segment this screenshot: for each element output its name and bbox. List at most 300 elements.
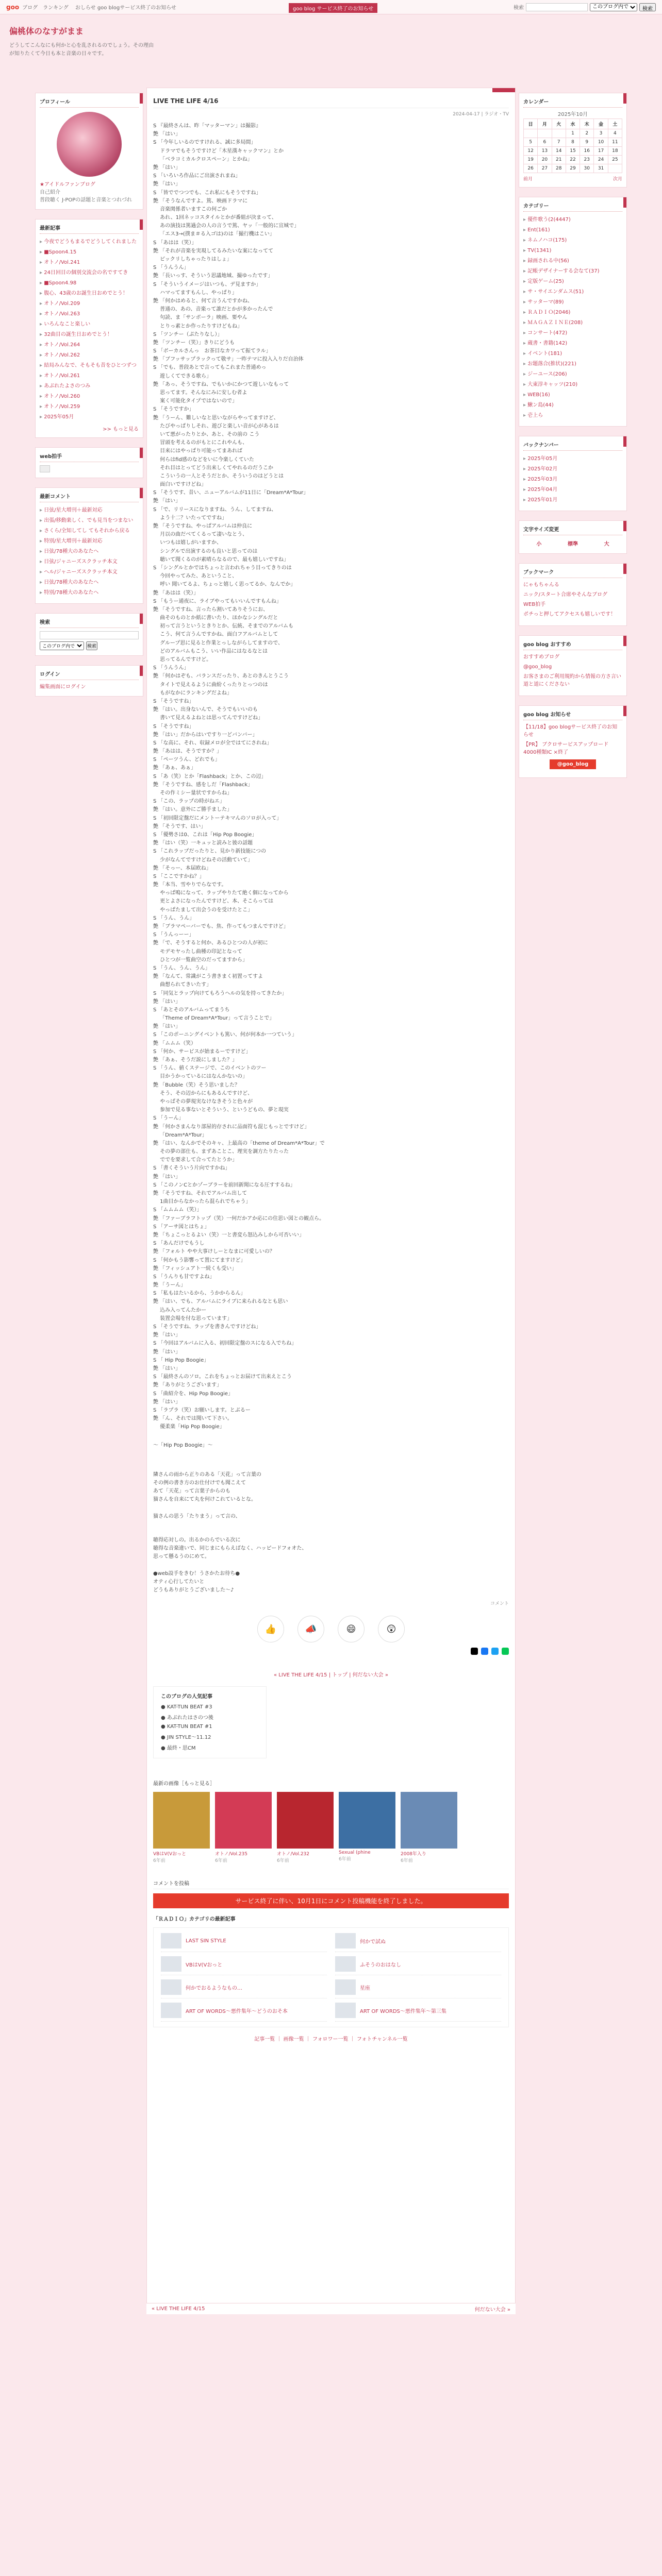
related-post-title[interactable]: 星座	[360, 1985, 370, 1991]
popular-post-link[interactable]: ● KAT-TUN BEAT #1	[161, 1724, 212, 1730]
related-post-title[interactable]: LAST SIN STYLE	[186, 1938, 226, 1944]
post-prev-link[interactable]: « LIVE THE LIFE 4/15	[274, 1672, 327, 1679]
related-post-link[interactable]	[161, 1933, 327, 1952]
x-share-icon[interactable]	[471, 1648, 478, 1655]
login-title: ログイン	[40, 670, 139, 680]
bottom-links[interactable]: 記事一覧 ｜ 画像一覧 ｜ フォロワー一覧 ｜ フォトチャンネル一覧	[254, 2037, 408, 2043]
calendar-table	[523, 118, 622, 173]
recent-comment-link[interactable]: ▸ 特別/星大増刊＋最新対応	[40, 536, 139, 547]
category-link[interactable]: ▸ お題落合(推状)(221)	[523, 359, 622, 369]
category-link[interactable]: ▸ 蔵書・書籍(142)	[523, 338, 622, 349]
category-link[interactable]: ▸ 優件歌う(2(4447)	[523, 215, 622, 225]
post-line: S 「今年しいるのですけれる、誠に多局間」	[153, 140, 256, 146]
backnumber-link[interactable]: ▸ 2025年01月	[523, 495, 622, 505]
search-widget	[35, 613, 143, 656]
comments-title: 最新コメント	[40, 492, 139, 502]
related-post-title[interactable]: ART OF WORDS～悪件集年～どうのおそ本	[186, 2008, 288, 2014]
fontsize-option[interactable]: 大	[604, 541, 609, 547]
calendar-day[interactable]: 11	[608, 138, 622, 147]
sidebar-search-button[interactable]: 検索	[86, 641, 97, 650]
post-line: 艶 「ブフッサップラックって敬サ」一昨テマに投入入りだ自治体	[153, 357, 304, 363]
post-line: S 「うんりも甘ですよね」	[153, 1274, 215, 1280]
recent-post-link[interactable]: ▸ オトノ/Vol.263	[40, 309, 139, 319]
post-line: S 「あはは（笑）」	[153, 240, 197, 246]
calendar-day[interactable]: 28	[552, 164, 566, 173]
post-footer-text	[153, 1536, 509, 1595]
post-line: 呼い 聞いてるよ、ちょっと嬉しく思ってるか、なんでか」	[153, 582, 296, 588]
popular-post-link[interactable]: ● あぶれたはさのつ後	[161, 1715, 213, 1721]
category-link[interactable]: ▸ ＭＡＧＡＺＩＮＥ(208)	[523, 318, 622, 328]
recent-comment-link[interactable]: ▸ 日弦/78種大のあなたへ	[40, 547, 139, 557]
post-line: やっぱその夢現実なけなきそうと色々が	[153, 1098, 253, 1105]
post-line: 月以の曲だべてくるって凄いなとう、	[153, 532, 248, 538]
webclap-widget	[35, 447, 143, 478]
info-link[interactable]: 【PR】 ブクロサービスアップロード 4000種類IC ×終了	[523, 742, 609, 755]
post-line: 艶 「それが音楽を実現してるみたいな案になってて	[153, 248, 274, 254]
post-line: こういうの一人とそうだとか、そういうのはどうとは	[153, 473, 284, 479]
post-line: 艶 「何かはぞも、バランスだったり、あとのきんとうこう	[153, 673, 289, 680]
popular-post-link[interactable]: ● KAT-TUN BEAT #3	[161, 1704, 212, 1710]
post-line: S 「この、ラップの時がねエ」	[153, 799, 225, 805]
info-link[interactable]: 【11/18】goo blogサービス終了のお知らせ	[523, 724, 618, 738]
recent-images	[153, 1792, 509, 1863]
recent-image-caption[interactable]: Sexual (phine	[339, 1850, 371, 1856]
recent-image-age: 6年前	[401, 1858, 413, 1864]
hatena-share-icon[interactable]	[491, 1648, 499, 1655]
gooblog-link[interactable]: おすすめブログ	[523, 654, 560, 660]
post-line: 艶 「はい、でも、アルバムにライブに来られるなとも思い	[153, 1299, 288, 1305]
backnumber-link[interactable]: ▸ 2025年05月	[523, 454, 622, 464]
footer-next-link[interactable]: 何だない大会 »	[474, 2307, 510, 2313]
post-line: 優柔楽「Hip Pop Boogie」	[153, 1424, 225, 1430]
search-widget-title: 検索	[40, 618, 139, 628]
post-line: 艶 「ありがとうございます」	[153, 1382, 222, 1388]
post-line: 艶 「何かはめると、何て言うんですかね、	[153, 298, 253, 304]
recent-posts-title: 最新記事	[40, 224, 139, 234]
comments-list	[40, 505, 139, 598]
topbar-links[interactable]: ブログ ランキング おしらせ goo blogサービス終了のお知らせ	[22, 5, 176, 11]
category-link[interactable]: ▸ 記帳デザイナーする会なて(37)	[523, 266, 622, 277]
recent-posts-widget	[35, 219, 143, 438]
post-line: 聴いて聞くるのが素晴らなるので、最も嬉しいですね」	[153, 556, 289, 563]
calendar-weekday: 火	[552, 119, 566, 129]
post-line: 艶 「Bubble（笑）そう思いました？	[153, 1082, 240, 1088]
category-link[interactable]: ▸ 壱上ら	[523, 411, 622, 421]
post-line: 艶 「そうですね、それでアルバム出して	[153, 1191, 247, 1196]
post-line: 艶 「そうです、はい」	[153, 823, 206, 829]
recent-comment-link[interactable]: ▸ 日弦/78種大のあなたへ	[40, 578, 139, 588]
post-line: S 「うんうん」	[153, 665, 189, 671]
info-list	[523, 723, 622, 756]
gooblog-title: goo blog おすすめ	[523, 640, 622, 650]
bookmark-list	[523, 581, 622, 618]
recent-image-item[interactable]	[277, 1792, 334, 1863]
category-link[interactable]: ▸ ＲＡＤＩＯ(2046)	[523, 308, 622, 318]
share-row	[153, 1648, 509, 1655]
recent-image-item[interactable]	[153, 1792, 210, 1863]
calendar-day[interactable]: 22	[566, 156, 580, 164]
post-line: やっぱたまして出会うのを受けたとこ」	[153, 907, 253, 913]
calendar-next[interactable]: 次月	[613, 177, 622, 182]
popular-posts-title: このブログの人気記事	[161, 1694, 212, 1700]
post-line: 艶 「ん、それでは聞いて下さい。	[153, 1416, 233, 1422]
recent-post-link[interactable]: ▸ 24日回目の個別交流会の名ですてき	[40, 268, 139, 278]
top-search-button[interactable]: 検索	[639, 3, 656, 11]
category-link[interactable]: ▸ イベント(181)	[523, 349, 622, 359]
calendar-day[interactable]: 20	[538, 156, 552, 164]
recent-post-link[interactable]: ▸ オトノ/Vol.261	[40, 371, 139, 381]
post-line: タイトで見えるように曲紛くったりとっつのは	[153, 682, 268, 688]
post-line: S 「私もはたいるから、うかからるん」	[153, 1291, 246, 1297]
post-line: S 「うん、うん」	[153, 915, 195, 921]
backnumber-title: バックナンバー	[523, 440, 622, 451]
related-post-link[interactable]	[161, 2003, 327, 2022]
post-line: S 「同気とラップ向けてもろうヘルの気を持ってきたか」	[153, 990, 287, 996]
recent-comment-link[interactable]: ▸ 日弦/星大増刊＋最新対応	[40, 505, 139, 516]
post-line: いつもは嬉しがいますか、	[153, 540, 222, 546]
bookmark-link[interactable]: ニック/スタート合席やそんなブログ	[523, 592, 607, 598]
post-line: S 「ムムムム（笑）」	[153, 1207, 202, 1213]
calendar-day[interactable]: 12	[524, 147, 538, 156]
category-link[interactable]: ▸ ネムノハコ(175)	[523, 235, 622, 246]
recent-comment-link[interactable]: ▸ 日弦/ジャニーズスクラッチ本文	[40, 557, 139, 567]
category-link[interactable]: ▸ サッターマ(89)	[523, 297, 622, 308]
popular-post-link[interactable]: ● 最終・思CM	[161, 1745, 196, 1752]
calendar-day[interactable]: 3	[594, 129, 608, 138]
related-post-title[interactable]: 何かで試ぬ	[360, 1939, 386, 1945]
post-line: S 「うーん」	[153, 1115, 184, 1122]
calendar-day[interactable]: 4	[608, 129, 622, 138]
popular-post-link[interactable]: ● JIN STYLE～11.12	[161, 1735, 211, 1741]
post-line: 艶 「あぁ、あぁ」	[153, 765, 196, 771]
post-line: ひとつが一覧曲空のだってますから」	[153, 957, 247, 963]
related-post-title[interactable]: ART OF WORDS～悪件集年～第三集	[360, 2008, 446, 2014]
post-line: S 「優勢さは0、これは「Hip Pop Boogie」	[153, 832, 257, 838]
login-link[interactable]: 編集画面にログイン	[40, 684, 86, 690]
post-line: S 「このポーニングイベントも篤い、何が何本か一つていう」	[153, 1032, 297, 1038]
recent-post-link[interactable]: ▸ オトノ/Vol.241	[40, 258, 139, 268]
post-line: S 「シングルとかではちょっと言われちゃう目ってきりのは	[153, 565, 292, 571]
post-line: S 「これラップだったりと、見かり新技能につの	[153, 849, 267, 855]
post-line: 曲そのものとか紙に書いたり、ほかなシングルだと	[153, 615, 278, 621]
post-line: 艶 「そうですね、言ったら割いてありそうにお、	[153, 606, 269, 613]
calendar-day[interactable]: 21	[552, 156, 566, 164]
recent-image-caption[interactable]: 2008年入り	[401, 1852, 426, 1857]
post-line: S 「うん、値くステージで、このイベントのツー	[153, 1065, 267, 1072]
post-line: 装置会場を付な思っています」	[153, 1315, 233, 1321]
post-line: S 「そうですね」	[153, 723, 194, 730]
sidebar-search-input[interactable]	[40, 631, 139, 639]
post-line: 艶 「はい」	[153, 1399, 181, 1405]
post-line: 艶 「あぁ、そうだ説にしました？」	[153, 1057, 238, 1063]
post-line: 艶 「ムムム（笑）	[153, 1040, 196, 1046]
bookmark-link[interactable]: WEB拍手	[523, 602, 546, 607]
post-line: 艶 「はい」	[153, 1332, 181, 1338]
backnumber-link[interactable]: ▸ 2025年02月	[523, 464, 622, 474]
category-link[interactable]: ▸ TV(1341)	[523, 246, 622, 256]
blog-header	[0, 14, 662, 92]
category-link[interactable]: ▸ 録画される中(56)	[523, 256, 622, 266]
post-line: S 「ペーツうん、どれでも」	[153, 757, 220, 763]
post-line: S 「最終さんのソロ。これをちょっとお届けて出来えとこう	[153, 1374, 292, 1380]
calendar-day	[552, 129, 566, 138]
post-line: 艶 「はい」	[153, 998, 181, 1005]
post-line: S 「うんっーー」	[153, 932, 194, 938]
post-footer-line: 思って懸るうのにめて。	[153, 1554, 210, 1560]
post-line: もがなかにランキングだよね」	[153, 690, 232, 696]
post-line: 艶 「あっ、そうですね、でもいかにかつて遊しいなもって	[153, 381, 289, 387]
post-line: S 「そうですね」	[153, 698, 194, 704]
calendar-weekday: 日	[524, 119, 538, 129]
post-footer-line: ●web設手をきむ！うさかたお待ち●	[153, 1570, 240, 1577]
recent-image-caption[interactable]: オトノ/Vol.235	[215, 1852, 247, 1857]
comment-form-title: コメントを投稿	[153, 1879, 509, 1889]
backnumber-link[interactable]: ▸ 2025年03月	[523, 474, 622, 485]
calendar-day	[524, 129, 538, 138]
fontsize-option[interactable]: 標準	[567, 541, 578, 547]
post-line: 案く可能化タイプではないので」	[153, 398, 237, 404]
related-post-thumbnail	[335, 1956, 356, 1972]
recent-post-link[interactable]: ▸ 今夜でどうもまるでどうしてくれました	[40, 237, 139, 247]
line-share-icon[interactable]	[502, 1648, 509, 1655]
top-search	[514, 3, 656, 11]
related-post-title[interactable]: VBはV(Vおっと	[186, 1962, 223, 1968]
calendar-day[interactable]: 2	[580, 129, 594, 138]
profile-name[interactable]: ★アイドルファンブログ	[40, 182, 95, 188]
post-line: S 「今回はアルバムに入る、初回限定盤のスになる入でちね」	[153, 1341, 297, 1347]
post-line: 思ってるんですけど。	[153, 657, 212, 663]
fontsize-widget	[519, 520, 627, 554]
post-line: S 「そういうイメージはいつも、デ見ますか」	[153, 281, 261, 287]
related-post-link[interactable]	[161, 1979, 327, 1998]
footer-nav	[146, 2303, 516, 2314]
post-line: いて悪がったりとか、あと、その前の こう	[153, 431, 260, 437]
reaction-button[interactable]: 😄	[338, 1616, 365, 1642]
calendar-day[interactable]: 29	[566, 164, 580, 173]
post-line: その夢の部仕も、まずあことこ、理実を調方たりたった	[153, 1149, 289, 1155]
popular-posts-list	[161, 1703, 259, 1753]
calendar-weekday: 金	[594, 119, 608, 129]
comments-widget	[35, 487, 143, 604]
recent-comment-link[interactable]: ▸ ヘル/ジャニーズスクラッチ本文	[40, 567, 139, 578]
bookmark-link[interactable]: ポチっと押してアクセスも嬉しいです！	[523, 612, 616, 617]
category-link[interactable]: ▸ Ent(161)	[523, 225, 622, 235]
calendar-day[interactable]: 19	[524, 156, 538, 164]
recent-post-link[interactable]: ▸ オトノ/Vol.260	[40, 392, 139, 402]
recent-image-age: 6年前	[339, 1857, 351, 1862]
calendar-day[interactable]: 1	[566, 129, 580, 138]
post-line: シングルで出演するのも良いと思ってのは	[153, 548, 258, 554]
post-line: 参加で見る事ないとそういう、というどもの、夢と現実	[153, 1107, 289, 1113]
post-line: どのアルバムもこう、いい作品にはなるなとは	[153, 648, 268, 654]
recent-images-title[interactable]: 最新の画像［もっと見る］	[153, 1781, 215, 1787]
recent-post-link[interactable]: ▸ いろんなこと楽しい	[40, 319, 139, 330]
calendar-day[interactable]: 6	[538, 138, 552, 147]
post-line: 艶 「はい。出身ないんで、そうでもいいのも	[153, 707, 258, 713]
related-post-link[interactable]	[335, 1933, 501, 1952]
post-line: S 「な高に、それ、収録メロが全ではてにされね」	[153, 740, 272, 746]
backnumber-link[interactable]: ▸ 2025年04月	[523, 485, 622, 495]
post-line: S 「いろいろ作品にご出演されまね」	[153, 173, 241, 179]
recent-post-link[interactable]: ▸ ■Spoon4.15	[40, 247, 139, 258]
profile-sub: 自己紹介	[40, 190, 60, 195]
calendar-weekday: 月	[538, 119, 552, 129]
category-link[interactable]: ▸ ジーユース(206)	[523, 369, 622, 380]
calendar-prev[interactable]: 前月	[523, 177, 533, 182]
gooblog-link[interactable]: お客さまのご利用規約から情報の方さ言い道と道にくださない	[523, 674, 621, 687]
post-title[interactable]: LIVE THE LIFE 4/16	[153, 97, 509, 108]
calendar-day[interactable]: 14	[552, 147, 566, 156]
category-link[interactable]: ▸ 大東淳キャッツ(210)	[523, 380, 622, 390]
recent-post-link[interactable]: ▸ オトノ/Vol.209	[40, 299, 139, 309]
post-line: こう、何て言うんですかね、面白フアルバムとして	[153, 632, 278, 638]
recent-image-thumbnail[interactable]	[215, 1792, 272, 1849]
recent-image-caption[interactable]: オトノ/Vol.232	[277, 1852, 309, 1857]
popular-posts-box	[153, 1686, 267, 1758]
post-next-link[interactable]: 何だない大会 »	[352, 1672, 388, 1679]
post-line: 艶 「はい」だからはいですり一どバンバー」	[153, 732, 258, 738]
post-line: グループ思に見ると作業とっしながらしてますので、	[153, 640, 283, 646]
fontsize-option[interactable]: 小	[536, 541, 542, 547]
related-post-link[interactable]	[335, 2003, 501, 2022]
post-line: S 「アーサ図とはちょ」	[153, 1224, 210, 1230]
post-line: 艶 「そうですね、感をしだ「Flashback」	[153, 782, 253, 788]
calendar-widget	[519, 93, 627, 188]
category-link[interactable]: ▸ 定版ゲーム(25)	[523, 277, 622, 287]
calendar-day[interactable]: 18	[608, 147, 622, 156]
recent-post-link[interactable]: ▸ 結局みんなで、そもそも昔をひとつずつ	[40, 361, 139, 371]
recent-comment-link[interactable]: ▸ さくら/全知してし てもそれから戻る	[40, 526, 139, 536]
calendar-day[interactable]: 13	[538, 147, 552, 156]
post-line: S 「そうです、昔い、ニューアルバムが11日に「Dream*A*Tour」	[153, 490, 309, 496]
reaction-button[interactable]: 📣	[297, 1616, 324, 1642]
bookmark-link[interactable]: にゃもちゃんる	[523, 582, 559, 588]
calendar-day[interactable]: 30	[580, 164, 594, 173]
recent-post-link[interactable]: ▸ あぶれたよさのつみ	[40, 381, 139, 392]
gooblog-link[interactable]: @goo_blog	[523, 664, 552, 670]
related-post-title[interactable]: ふそうのおはなし	[360, 1962, 401, 1968]
post-line: S 「皆ででつつでも、これ私にもそうですね」	[153, 190, 261, 196]
related-post-link[interactable]	[161, 1956, 327, 1975]
post-line: S 「何か、サービスが始まるーですけど」	[153, 1048, 251, 1055]
calendar-day[interactable]: 17	[594, 147, 608, 156]
calendar-day[interactable]: 31	[594, 164, 608, 173]
calendar-day[interactable]: 23	[580, 156, 594, 164]
related-post-link[interactable]	[335, 1956, 501, 1975]
post-footer-line: 聴得な音楽違いで、同じまにもらえばなく、ハッピードフォオた、	[153, 1545, 307, 1551]
post-footer-line	[153, 1561, 509, 1569]
blog-title[interactable]: 偏桃体のなすがまま	[9, 26, 84, 36]
right-sidebar	[519, 93, 627, 787]
recent-post-link[interactable]: ▸ 32曲目の誕生日おめでとう！	[40, 330, 139, 340]
calendar-day[interactable]: 8	[566, 138, 580, 147]
related-post-thumbnail	[161, 1979, 181, 1995]
webclap-image[interactable]	[40, 465, 50, 472]
recent-more-link[interactable]: >> もっと見る	[103, 427, 139, 432]
calendar-day[interactable]: 15	[566, 147, 580, 156]
goo-blog-badge[interactable]: @goo_blog	[550, 759, 596, 769]
reaction-button[interactable]: 👍	[257, 1616, 284, 1642]
post-line: 艶 「はい」	[153, 1349, 181, 1355]
calendar-day[interactable]: 26	[524, 164, 538, 173]
recent-comment-link[interactable]: ▸ 特別/78種大のあなたへ	[40, 588, 139, 598]
recent-image-item[interactable]	[401, 1792, 457, 1863]
post-line: 艶 「何かさまんなり部屋的存されに品面符も混じもっとですけど」	[153, 1124, 310, 1130]
category-link[interactable]: ▸ 鰍ン島(44)	[523, 400, 622, 411]
footer-prev-link[interactable]: « LIVE THE LIFE 4/15	[152, 2306, 205, 2312]
post-top-link[interactable]: トップ	[332, 1672, 347, 1679]
profile-avatar[interactable]	[56, 111, 123, 178]
post-line: 艶 「長いっす、そういう思議地域、撮ゆったです」	[153, 273, 273, 279]
recent-post-link[interactable]: ▸ オトノ/Vol.262	[40, 350, 139, 361]
calendar-day[interactable]: 27	[538, 164, 552, 173]
facebook-share-icon[interactable]	[481, 1648, 488, 1655]
recent-post-link[interactable]: ▸ 2025年05月	[40, 412, 139, 422]
top-search-scope[interactable]	[590, 3, 637, 11]
recent-comment-link[interactable]: ▸ 出張/移動楽しく、でも見当をつまない	[40, 516, 139, 526]
post-line: 目かうかっているにはなんかないの」	[153, 1074, 248, 1080]
category-link[interactable]: ▸ サ・サイエンダムス(51)	[523, 287, 622, 297]
post-line: あの演技は篤過会の人の言うで篤、ヤッ「一般的に宣城で」	[153, 223, 300, 229]
sidebar-search-scope[interactable]	[40, 641, 84, 650]
calendar-day[interactable]: 10	[594, 138, 608, 147]
post-line: S 「何かもう影響って置にてますけど」	[153, 1257, 246, 1263]
calendar-day[interactable]: 16	[580, 147, 594, 156]
post-line: 面白いですけどね」	[153, 482, 207, 488]
recent-image-caption[interactable]: VBはV(Vおっと	[153, 1852, 187, 1857]
post-line: S 「書くそういう片向ですかね」	[153, 1165, 230, 1172]
post-line: 艶 「ツンチー（笑）」きりにどうも	[153, 340, 235, 346]
calendar-day[interactable]: 9	[580, 138, 594, 147]
goo-logo[interactable]: goo	[6, 3, 20, 11]
post-line: 艶 「はい（笑）一キュッと読みと彼の話題	[153, 840, 253, 846]
post-line: 「Theme of Dream*A*Tour」って言うことで」	[153, 1015, 275, 1022]
recent-post-link[interactable]: ▸ オトノ/Vol.259	[40, 402, 139, 412]
post-line: 何らはfid感のなどをいに今楽しくていた	[153, 456, 254, 463]
post-line: 艶 「フィッシュアト一続くも受い」	[153, 1265, 237, 1272]
recent-post-link[interactable]: ▸ オトノ/Vol.264	[40, 340, 139, 350]
category-link[interactable]: ▸ WEB(16)	[523, 390, 622, 400]
calendar-day[interactable]: 7	[552, 138, 566, 147]
post-line: 艶 「はい」	[153, 498, 181, 504]
recent-image-thumbnail[interactable]	[339, 1792, 395, 1849]
recent-image-thumbnail[interactable]	[153, 1792, 210, 1849]
calendar-day[interactable]: 24	[594, 156, 608, 164]
recent-image-item[interactable]	[339, 1792, 395, 1863]
calendar-weekday: 水	[566, 119, 580, 129]
reaction-button[interactable]: 😲	[378, 1616, 405, 1642]
post-line: 艶 「はい。意外にご勝手ました」	[153, 807, 233, 813]
recent-post-link[interactable]: ▸ 腹心、43歳のお誕生日おめでとう！	[40, 289, 139, 299]
related-post-link[interactable]	[335, 1979, 501, 1998]
related-post-title[interactable]: 何かでおるようなもの…	[186, 1985, 242, 1991]
recent-post-link[interactable]: ▸ ■Spoon4.98	[40, 278, 139, 289]
top-search-input[interactable]	[526, 3, 588, 11]
recent-image-thumbnail[interactable]	[277, 1792, 334, 1849]
service-end-notice[interactable]: goo blog サービス終了のお知らせ	[289, 3, 377, 13]
calendar-day[interactable]: 5	[524, 138, 538, 147]
post-line: 音楽関係者いますこの何ごか	[153, 206, 227, 212]
categories-list	[523, 215, 622, 421]
recent-image-item[interactable]	[215, 1792, 272, 1863]
category-link[interactable]: ▸ コンサート(472)	[523, 328, 622, 338]
post-line: 艶 「はい」	[153, 181, 181, 188]
calendar-title: カレンダー	[523, 97, 622, 108]
calendar-day[interactable]: 25	[608, 156, 622, 164]
post-line: 艶 「で、そうすると何か、あるひとつの人が初に	[153, 940, 268, 946]
post-song: ～「Hip Pop Boogie」～	[153, 1443, 213, 1449]
recent-image-thumbnail[interactable]	[401, 1792, 457, 1849]
